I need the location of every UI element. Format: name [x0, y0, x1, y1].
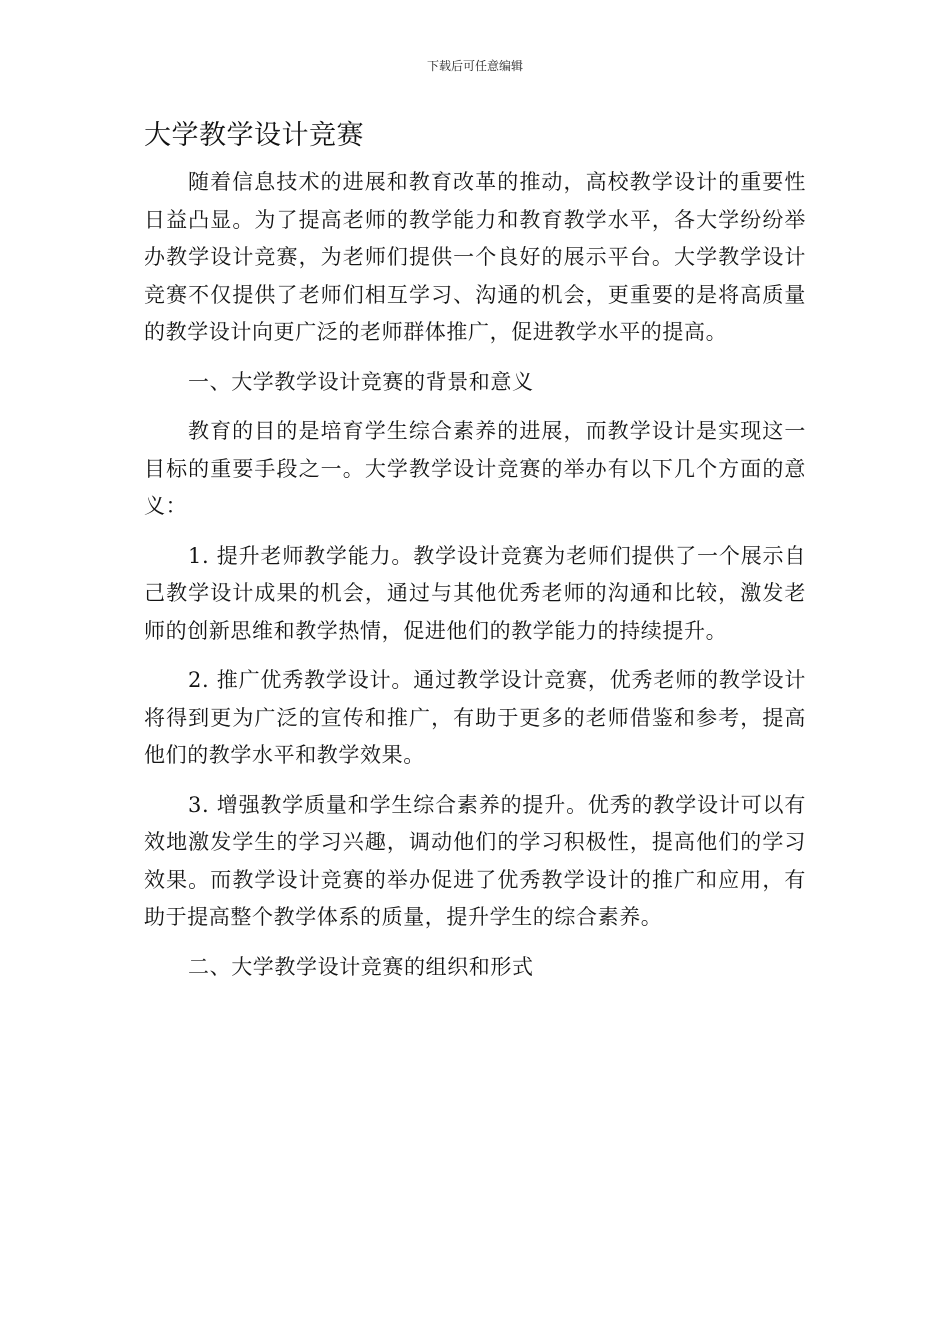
list-item: 2. 推广优秀教学设计。通过教学设计竞赛，优秀老师的教学设计将得到更为广泛的宣传和推广，有助于更多的老师借鉴和参考，提高他们的教学水平和教学效果。 [144, 668, 806, 767]
list-item: 1. 提升老师教学能力。教学设计竞赛为老师们提供了一个展示自己教学设计成果的机会，通过与其他优秀老师的沟通和比较，激发老师的创新思维和教学热情，促进他们的教学能力的持续提升。 [144, 543, 806, 643]
document-body [144, 164, 806, 998]
intro-paragraph: 随着信息技术的进展和教育改革的推动，高校教学设计的重要性日益凸显。为了提高老师的教学能力和教育教学水平，各大学纷纷举办教学设计竞赛，为老师们提供一个良好的展示平台。大学教学设计竞赛不仅提供了老师们相互学习、沟通的机会，更重要的是将高质量的教学设计向更广泛的老师群体推广，促进教学水平的提高。 [144, 170, 806, 344]
list-item: 3. 增强教学质量和学生综合素养的提升。优秀的教学设计可以有效地激发学生的学习兴趣，调动他们的学习积极性，提高他们的学习效果。而教学设计竞赛的举办促进了优秀教学设计的推广和应用，有助于提高整个教学体系的质量，提升学生的综合素养。 [144, 792, 806, 929]
section-heading-organization: 二、大学教学设计竞赛的组织和形式 [188, 954, 534, 979]
section-heading-background: 一、大学教学设计竞赛的背景和意义 [188, 369, 534, 394]
document-title: 大学教学设计竞赛 [144, 120, 364, 151]
significance-paragraph: 教育的目的是培育学生综合素养的进展，而教学设计是实现这一目标的重要手段之一。大学教学设计竞赛的举办有以下几个方面的意义： [144, 419, 806, 518]
header-note: 下载后可任意编辑 [426, 59, 523, 73]
